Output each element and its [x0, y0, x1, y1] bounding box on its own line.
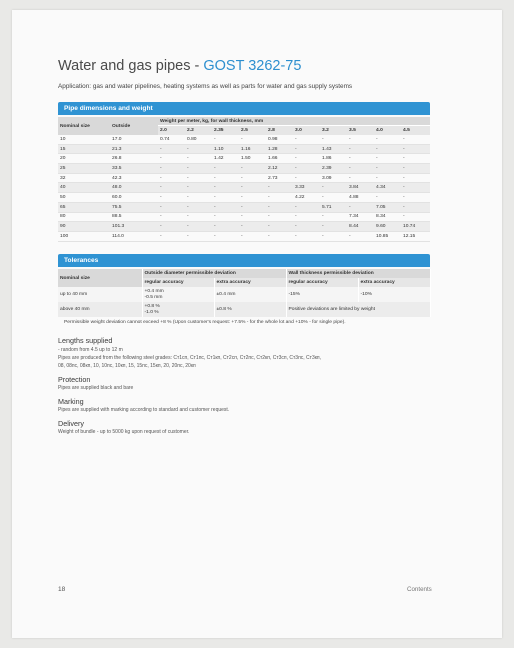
weight-cell: - [239, 135, 266, 144]
outside-diameter-cell: 33.5 [110, 164, 158, 174]
outside-diameter-cell: 101.3 [110, 222, 158, 232]
thickness-header: 4.5 [401, 126, 430, 136]
weight-cell: 4.34 [374, 183, 401, 193]
weight-cell: 7.05 [374, 202, 401, 212]
tol-od-regular-value: +0.8 % -1.0 % [142, 302, 214, 317]
thickness-header: 2.2 [185, 126, 212, 136]
thickness-header: 3.2 [320, 126, 347, 136]
weight-cell: - [347, 202, 374, 212]
weight-cell: - [320, 231, 347, 241]
weight-cell: - [401, 202, 430, 212]
lengths-text [58, 346, 321, 370]
weight-cell: 12.15 [401, 231, 430, 241]
weight-cell: - [212, 212, 239, 222]
weight-cell: - [239, 164, 266, 174]
weight-cell: - [185, 212, 212, 222]
tolerances-table [58, 269, 431, 317]
weight-cell: - [347, 154, 374, 164]
weight-cell: - [293, 222, 320, 232]
col-weight: Weight per meter, kg, for wall thickness, mm [158, 117, 430, 126]
weight-cell: 3.84 [347, 183, 374, 193]
outside-diameter-cell: 21.3 [110, 144, 158, 154]
weight-cell: - [347, 135, 374, 144]
tol-col-wall: Wall thickness permissible deviation [286, 269, 430, 278]
tol-wall-extra-value: -10% [358, 287, 430, 302]
weight-cell: - [185, 164, 212, 174]
outside-diameter-cell: 114.0 [110, 231, 158, 241]
weight-cell: - [158, 164, 185, 174]
weight-cell: - [185, 222, 212, 232]
weight-cell: 1.86 [320, 154, 347, 164]
tolerances-header: Tolerances [58, 254, 430, 267]
table-row [58, 193, 430, 203]
tol-od-extra: extra accuracy [214, 278, 286, 287]
weight-cell: - [347, 173, 374, 183]
weight-cell: 1.66 [266, 154, 293, 164]
outside-diameter-cell: 26.8 [110, 154, 158, 164]
weight-cell: - [266, 212, 293, 222]
weight-cell: - [293, 144, 320, 154]
tol-row [58, 302, 430, 317]
weight-cell: - [239, 173, 266, 183]
weight-cell: - [266, 193, 293, 203]
protection-text: Pipes are supplied black and bare [58, 385, 134, 391]
weight-cell: 2.12 [266, 164, 293, 174]
table-row [58, 144, 430, 154]
lengths-heading: Lengths supplied [58, 336, 113, 345]
outside-diameter-cell: 42.3 [110, 173, 158, 183]
weight-cell: 4.88 [347, 193, 374, 203]
weight-cell: - [293, 154, 320, 164]
weight-cell: - [320, 222, 347, 232]
nominal-size-cell: 90 [58, 222, 110, 232]
weight-cell: - [212, 222, 239, 232]
weight-cell: - [212, 202, 239, 212]
weight-cell: - [401, 183, 430, 193]
weight-cell: - [374, 173, 401, 183]
weight-cell: - [212, 164, 239, 174]
table-row [58, 222, 430, 232]
table-row [58, 164, 430, 174]
title-standard: GOST 3262-75 [203, 58, 302, 74]
table-row [58, 212, 430, 222]
weight-cell: - [185, 173, 212, 183]
weight-cell: - [158, 193, 185, 203]
weight-cell: - [401, 135, 430, 144]
weight-cell: 10.85 [374, 231, 401, 241]
weight-cell: 0.80 [185, 135, 212, 144]
weight-cell: - [293, 202, 320, 212]
weight-cell: - [185, 144, 212, 154]
tol-wall-value: Positive deviations are limited by weight [286, 302, 430, 317]
weight-cell: - [239, 212, 266, 222]
table-row [58, 202, 430, 212]
col-outside: Outside [110, 117, 158, 135]
nominal-size-cell: 25 [58, 164, 110, 174]
weight-cell: - [212, 135, 239, 144]
lengths-line: 08, 08пс, 08кп, 10, 10пс, 10кп, 15, 15пс, 15кп, 20, 20пс, 20кп [58, 363, 196, 369]
weight-cell: - [185, 183, 212, 193]
outside-diameter-cell: 88.5 [110, 212, 158, 222]
weight-cell: - [266, 231, 293, 241]
contents-link[interactable]: Contents [407, 586, 432, 593]
nominal-size-cell: 32 [58, 173, 110, 183]
weight-cell: 2.73 [266, 173, 293, 183]
nominal-size-cell: 65 [58, 202, 110, 212]
weight-cell: - [266, 183, 293, 193]
weight-cell: - [158, 154, 185, 164]
tol-od-regular: regular accuracy [142, 278, 214, 287]
delivery-text: Weight of bundle - up to 5000 kg upon request of customer. [58, 429, 190, 435]
weight-cell: - [185, 193, 212, 203]
weight-cell: - [185, 231, 212, 241]
weight-cell: - [266, 202, 293, 212]
weight-cell: 1.42 [212, 154, 239, 164]
weight-cell: 2.39 [320, 164, 347, 174]
nominal-size-cell: 100 [58, 231, 110, 241]
weight-cell: - [158, 144, 185, 154]
tol-col-outside: Outside diameter permissible deviation [142, 269, 286, 278]
weight-cell: 4.22 [293, 193, 320, 203]
weight-cell: 1.10 [212, 144, 239, 154]
weight-cell: - [158, 222, 185, 232]
nominal-size-cell: 20 [58, 154, 110, 164]
tol-od-extra-value: ±0.4 mm [214, 287, 286, 302]
tol-od-extra-value: ±0.8 % [214, 302, 286, 317]
weight-cell: 1.43 [320, 144, 347, 154]
weight-cell: 3.33 [293, 183, 320, 193]
weight-cell: 9.60 [374, 222, 401, 232]
table-row [58, 173, 430, 183]
protection-heading: Protection [58, 375, 91, 384]
weight-cell: - [293, 173, 320, 183]
thickness-header: 2.5 [239, 126, 266, 136]
pipe-dimensions-header: Pipe dimensions and weight [58, 102, 430, 115]
weight-cell: - [266, 222, 293, 232]
weight-cell: - [347, 144, 374, 154]
weight-cell: - [374, 164, 401, 174]
application-text: Application: gas and water pipelines, heating systems as well as parts for water and gas supply systems [58, 83, 353, 90]
tol-row [58, 287, 430, 302]
nominal-size-cell: 10 [58, 135, 110, 144]
table-row [58, 154, 430, 164]
nominal-size-cell: 50 [58, 193, 110, 203]
col-nominal-size: Nominal size [58, 117, 110, 135]
weight-cell: - [401, 193, 430, 203]
marking-text: Pipes are supplied with marking according to standard and customer request. [58, 407, 230, 413]
weight-cell: 1.16 [239, 144, 266, 154]
weight-cell: 0.98 [266, 135, 293, 144]
outside-diameter-cell: 60.0 [110, 193, 158, 203]
weight-cell: - [320, 183, 347, 193]
weight-cell: - [401, 173, 430, 183]
weight-cell: - [374, 154, 401, 164]
weight-cell: 8.34 [374, 212, 401, 222]
weight-cell: - [347, 231, 374, 241]
weight-cell: - [374, 193, 401, 203]
thickness-header: 2.35 [212, 126, 239, 136]
weight-cell: - [347, 164, 374, 174]
weight-cell: - [293, 212, 320, 222]
weight-cell: - [158, 173, 185, 183]
weight-cell: - [401, 164, 430, 174]
outside-diameter-cell: 17.0 [110, 135, 158, 144]
lengths-line: Pipes are produced from the following steel grades: Ст1сп, Ст1пс, Ст1кп, Ст2сп, Ст2пс, Ст2кп, Ст3сп, Ст3пс, Ст3кп, [58, 355, 322, 361]
weight-cell: - [158, 212, 185, 222]
page-number: 18 [58, 586, 66, 593]
table-row [58, 135, 430, 144]
weight-cell: - [293, 135, 320, 144]
outside-diameter-cell: 75.5 [110, 202, 158, 212]
marking-heading: Marking [58, 397, 84, 406]
weight-cell: 8.44 [347, 222, 374, 232]
thickness-header: 3.0 [293, 126, 320, 136]
nominal-size-cell: 40 [58, 183, 110, 193]
delivery-heading: Delivery [58, 419, 84, 428]
weight-cell: - [374, 135, 401, 144]
weight-cell: - [158, 202, 185, 212]
thickness-header: 2.8 [266, 126, 293, 136]
lengths-line: - random from 4.5 up to 12 m [58, 347, 123, 353]
page-title [58, 58, 301, 74]
weight-cell: - [212, 231, 239, 241]
tol-size: above 40 mm [58, 302, 142, 317]
weight-cell: - [239, 222, 266, 232]
weight-cell: - [320, 193, 347, 203]
weight-cell: - [185, 202, 212, 212]
weight-cell: - [158, 183, 185, 193]
thickness-header: 2.0 [158, 126, 185, 136]
weight-cell: - [401, 154, 430, 164]
weight-cell: 0.74 [158, 135, 185, 144]
weight-cell: - [239, 231, 266, 241]
weight-cell: - [293, 164, 320, 174]
weight-cell: - [185, 154, 212, 164]
tol-col-nominal: Nominal size [58, 269, 142, 287]
weight-cell: 1.50 [239, 154, 266, 164]
weight-cell: 3.09 [320, 173, 347, 183]
tol-od-regular-value: +0.4 mm -0.5 mm [142, 287, 214, 302]
nominal-size-cell: 15 [58, 144, 110, 154]
weight-cell: 1.28 [266, 144, 293, 154]
weight-cell: 7.34 [347, 212, 374, 222]
weight-deviation-note: Permissible weight deviation cannot exceed +8 % (Upon customer's request: +7.5% - for the whole lot and +10% - for single pipe). [64, 320, 346, 325]
weight-cell: - [320, 135, 347, 144]
weight-cell: - [374, 144, 401, 154]
weight-cell: - [401, 212, 430, 222]
tol-wall-regular-value: -15% [286, 287, 358, 302]
outside-diameter-cell: 48.0 [110, 183, 158, 193]
pipe-dimensions-table [58, 117, 430, 242]
weight-cell: - [239, 202, 266, 212]
weight-cell: - [212, 173, 239, 183]
weight-cell: - [212, 183, 239, 193]
tol-wall-regular: regular accuracy [286, 278, 358, 287]
weight-cell: - [212, 193, 239, 203]
nominal-size-cell: 80 [58, 212, 110, 222]
weight-cell: - [239, 183, 266, 193]
weight-cell: - [293, 231, 320, 241]
tol-wall-extra: extra accuracy [358, 278, 430, 287]
weight-cell: - [239, 193, 266, 203]
table-row [58, 183, 430, 193]
weight-cell: - [401, 144, 430, 154]
weight-cell: 5.71 [320, 202, 347, 212]
weight-cell: - [158, 231, 185, 241]
thickness-header: 3.5 [347, 126, 374, 136]
tol-size: up to 40 mm [58, 287, 142, 302]
title-main: Water and gas pipes - [58, 58, 204, 74]
thickness-header: 4.0 [374, 126, 401, 136]
weight-cell: 10.74 [401, 222, 430, 232]
table-row [58, 231, 430, 241]
weight-cell: - [320, 212, 347, 222]
